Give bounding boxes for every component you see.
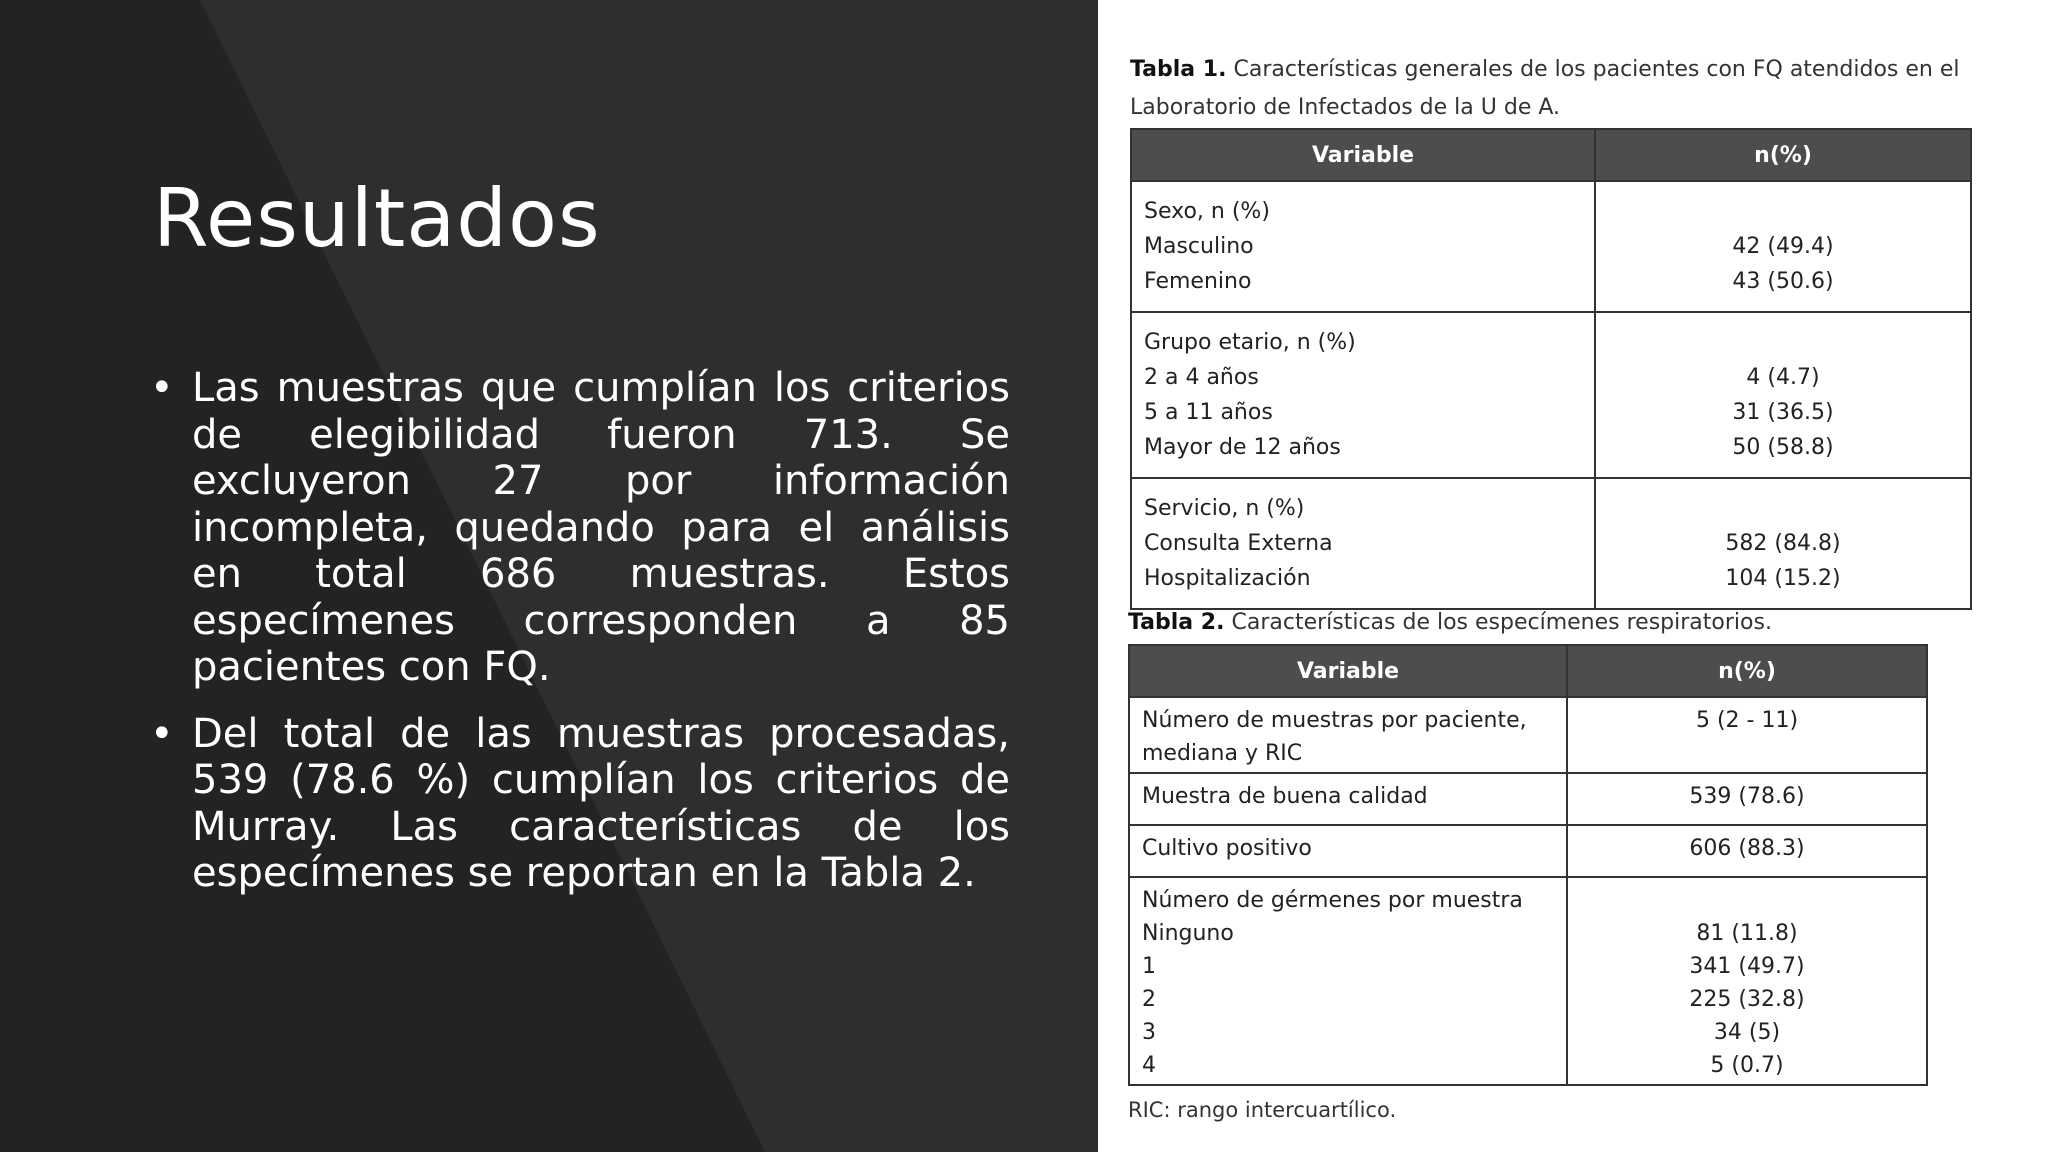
- variable-cell: Muestra de buena calidad: [1129, 773, 1567, 825]
- bullet-text: Del total de las muestras procesadas, 539 (78.6 %) cumplían los criterios de Murray. Las características de los especímenes se reportan en la Tabla 2.: [192, 710, 1010, 896]
- row-value: 225 (32.8): [1689, 987, 1805, 1012]
- table-row: [1129, 697, 1927, 773]
- value-cell: 606 (88.3): [1567, 825, 1927, 877]
- row-value: 31 (36.5): [1732, 400, 1834, 425]
- value-cell: [1595, 312, 1971, 478]
- row-label: 2: [1142, 987, 1156, 1012]
- row-label: mediana y RIC: [1142, 741, 1303, 766]
- table1-caption-line2: Laboratorio de Infectados de la U de A.: [1130, 95, 1560, 120]
- row-value: 4 (4.7): [1746, 365, 1820, 390]
- row-label: 1: [1142, 954, 1156, 979]
- bullet-dot: •: [150, 365, 174, 411]
- group-heading: Servicio, n (%): [1144, 496, 1305, 521]
- row-label: Hospitalización: [1144, 566, 1311, 591]
- table2: [1128, 644, 1928, 1086]
- column-header: Variable: [1131, 129, 1595, 181]
- row-value: 50 (58.8): [1732, 435, 1834, 460]
- variable-cell: [1129, 877, 1567, 1085]
- row-label: 3: [1142, 1020, 1156, 1045]
- row-value: 81 (11.8): [1696, 921, 1798, 946]
- bullet-item: [150, 711, 1010, 897]
- row-value: 104 (15.2): [1725, 566, 1841, 591]
- row-label: 5 a 11 años: [1144, 400, 1273, 425]
- column-header: n(%): [1595, 129, 1971, 181]
- row-value: 341 (49.7): [1689, 954, 1805, 979]
- row-label: Número de muestras por paciente,: [1142, 708, 1527, 733]
- table-row: [1129, 825, 1927, 877]
- value-cell: 539 (78.6): [1567, 773, 1927, 825]
- row-value: 582 (84.8): [1725, 531, 1841, 556]
- variable-cell: Cultivo positivo: [1129, 825, 1567, 877]
- column-header: Variable: [1129, 645, 1567, 697]
- variable-cell: [1131, 312, 1595, 478]
- value-cell: [1567, 877, 1927, 1085]
- row-label: Ninguno: [1142, 921, 1234, 946]
- table2-footnote: RIC: rango intercuartílico.: [1128, 1098, 1397, 1122]
- row-label: Consulta Externa: [1144, 531, 1333, 556]
- table-row: [1131, 478, 1971, 609]
- value-cell: [1595, 478, 1971, 609]
- table2-caption-label: Tabla 2.: [1128, 610, 1225, 635]
- bullet-list: [150, 365, 1010, 917]
- slide-title: Resultados: [153, 172, 601, 265]
- variable-cell: [1129, 697, 1567, 773]
- table1-caption-text: Características generales de los pacientes con FQ atendidos en el: [1226, 57, 1960, 82]
- row-label: Mayor de 12 años: [1144, 435, 1341, 460]
- row-label: Femenino: [1144, 269, 1252, 294]
- bullet-text: Las muestras que cumplían los criterios de elegibilidad fueron 713. Se excluyeron 27 por información incompleta, quedando para el análisis en total 686 muestras. Estos especímenes corresponden a 85 pacientes con FQ.: [192, 365, 1010, 690]
- table-row: [1129, 773, 1927, 825]
- variable-cell: [1131, 478, 1595, 609]
- bullet-item: [150, 365, 1010, 691]
- table1: [1130, 128, 1972, 610]
- table-row: [1129, 877, 1927, 1085]
- row-label: 2 a 4 años: [1144, 365, 1259, 390]
- table-row: [1131, 312, 1971, 478]
- group-heading: Sexo, n (%): [1144, 199, 1270, 224]
- table1-caption: [1130, 51, 1960, 127]
- table1-caption-label: Tabla 1.: [1130, 57, 1227, 82]
- row-value: 34 (5): [1713, 1020, 1781, 1045]
- group-heading: Número de gérmenes por muestra: [1142, 888, 1523, 913]
- value-cell: [1595, 181, 1971, 312]
- value-cell: 5 (2 - 11): [1567, 697, 1927, 773]
- table-header-row: [1129, 645, 1927, 697]
- row-label: 4: [1142, 1053, 1156, 1078]
- table-row: [1131, 181, 1971, 312]
- table-header-row: [1131, 129, 1971, 181]
- group-heading: Grupo etario, n (%): [1144, 330, 1356, 355]
- column-header: n(%): [1567, 645, 1927, 697]
- row-value: 43 (50.6): [1732, 269, 1834, 294]
- row-value: 5 (0.7): [1710, 1053, 1784, 1078]
- row-label: Masculino: [1144, 234, 1254, 259]
- table2-caption-text: Características de los especímenes respiratorios.: [1224, 610, 1772, 635]
- row-value: 42 (49.4): [1732, 234, 1834, 259]
- table2-caption: [1128, 604, 1772, 642]
- variable-cell: [1131, 181, 1595, 312]
- bullet-dot: •: [150, 710, 174, 757]
